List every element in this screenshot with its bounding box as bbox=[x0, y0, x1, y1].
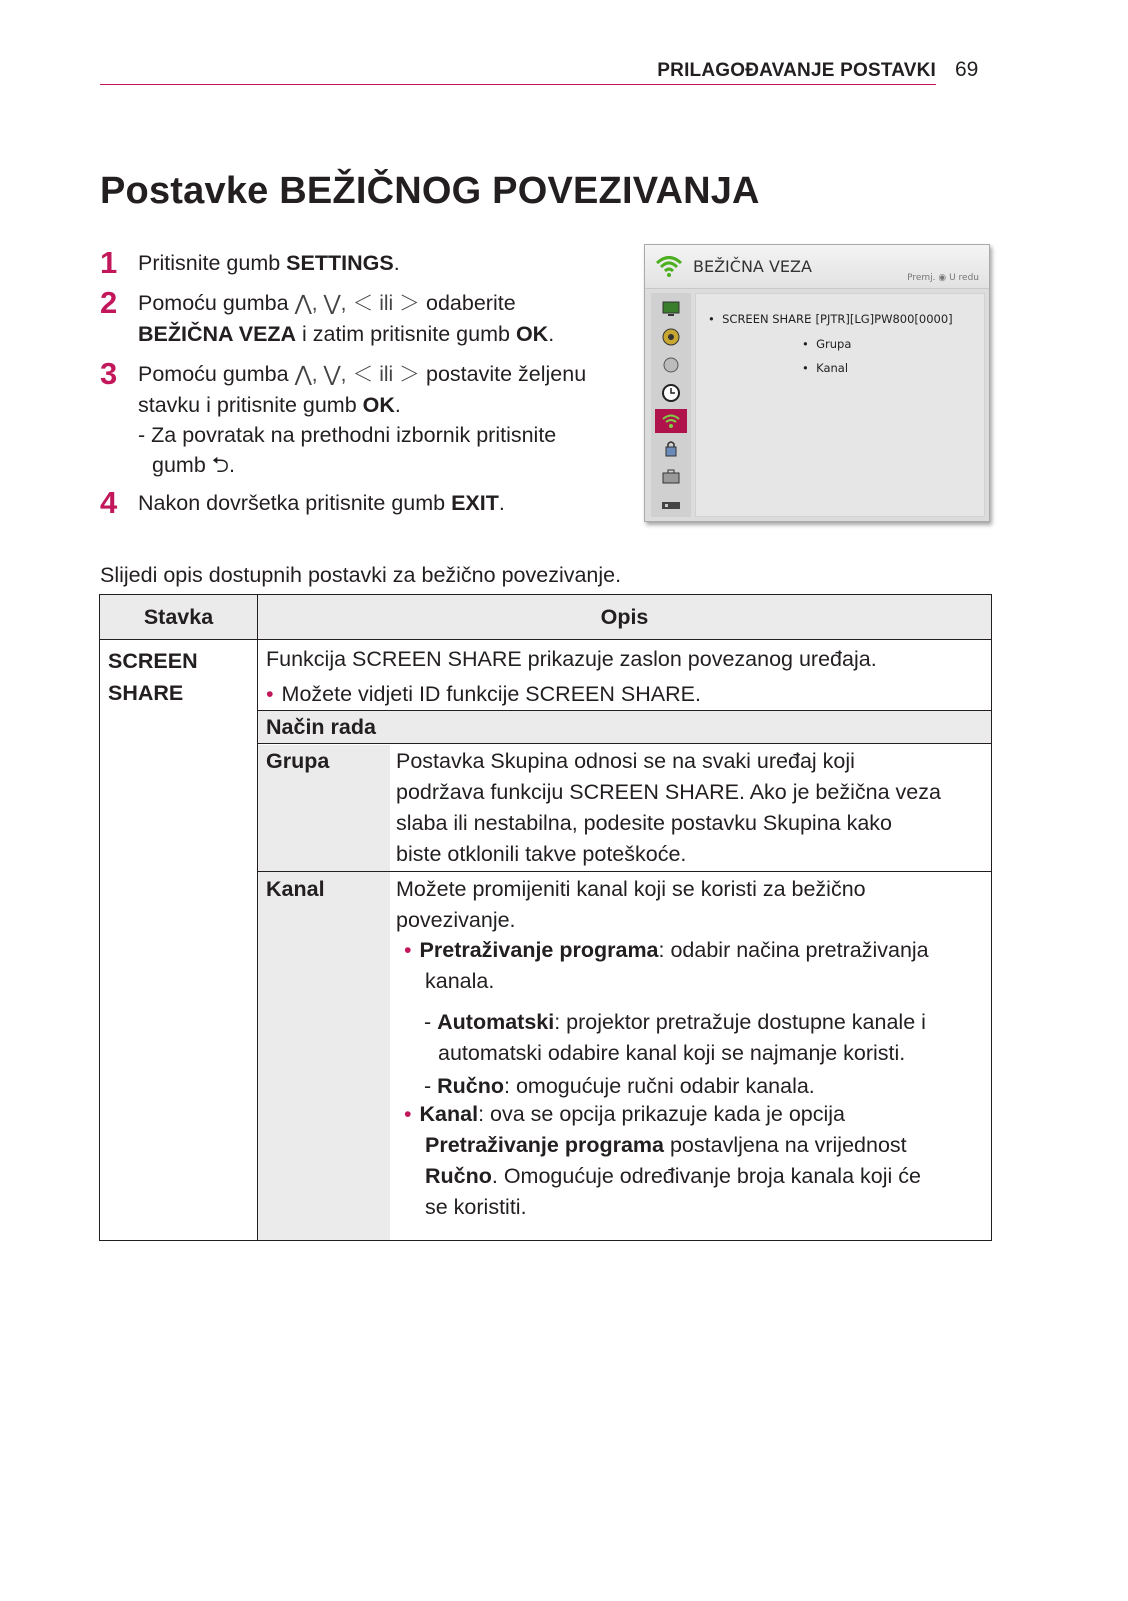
menu-item-screen-share[interactable]: • SCREEN SHARE bbox=[708, 312, 812, 326]
step-text: . bbox=[394, 393, 401, 417]
table-header bbox=[100, 595, 991, 640]
arrow-keys-icon: ⋀, ⋁, ＜ ili ＞ bbox=[294, 363, 421, 386]
option-text: : projektor pretražuje dostupne kanale i bbox=[554, 1010, 926, 1034]
kanal-bullet-channel: • Kanal: ova se opcija prikazuje kada je opcija Pretraživanje programa postavljena na vrijednost Ručno. Omogućuje određivanje broja kanala koji će se koristiti. bbox=[404, 1102, 921, 1219]
wifi-icon bbox=[655, 254, 683, 278]
search-auto-option: - Automatski: projektor pretražuje dostupne kanale i automatski odabire kanal koji se najmanje koristi. bbox=[424, 1010, 926, 1065]
lock-icon bbox=[655, 437, 687, 461]
search-manual-option: - Ručno: omogućuje ručni odabir kanala. bbox=[424, 1074, 815, 1098]
step-number: 4 bbox=[100, 485, 118, 520]
step-text: Nakon dovršetka pritisnite gumb bbox=[138, 491, 452, 515]
step-note: - Za povratak na prethodni izbornik pritisnite bbox=[138, 423, 557, 447]
menu-subitem-label: Grupa bbox=[816, 337, 852, 351]
steps-list bbox=[100, 245, 640, 520]
menu-sidebar bbox=[651, 293, 691, 517]
step-text: stavku i pritisnite gumb bbox=[138, 393, 363, 417]
text-line: slaba ili nestabilna, podesite postavku Skupina kako bbox=[396, 811, 893, 835]
grupa-label: Grupa bbox=[266, 749, 330, 773]
step-4 bbox=[100, 485, 640, 520]
option-text: : omogućuje ručni odabir kanala. bbox=[504, 1074, 815, 1098]
option-text: automatski odabire kanal koji se najmanje koristi. bbox=[438, 1041, 906, 1065]
time-icon bbox=[655, 381, 687, 405]
step-key: SETTINGS bbox=[286, 251, 394, 275]
intro-text: Slijedi opis dostupnih postavki za bežično povezivanje. bbox=[100, 563, 622, 587]
text-line: podržava funkciju SCREEN SHARE. Ako je bežična veza bbox=[396, 780, 941, 804]
menu-subitem-grupa[interactable]: • Grupa bbox=[802, 337, 852, 351]
bullet-term: Ručno bbox=[425, 1164, 492, 1188]
step-text: odaberite bbox=[420, 291, 516, 315]
option-icon bbox=[655, 465, 687, 489]
page-number: 69 bbox=[955, 58, 979, 81]
bullet-term: Kanal bbox=[419, 1102, 479, 1126]
bullet-text: : ova se opcija prikazuje kada je opcija bbox=[478, 1102, 846, 1126]
menu-title-bar bbox=[645, 245, 989, 289]
step-number: 2 bbox=[100, 285, 118, 320]
description-bullet: • Možete vidjeti ID funkcije SCREEN SHARE. bbox=[266, 682, 701, 706]
wireless-icon bbox=[655, 409, 687, 433]
menu-content bbox=[695, 293, 985, 517]
text-line: Možete promijeniti kanal koji se koristi za bežično bbox=[396, 877, 866, 901]
bullet-text: Možete vidjeti ID funkcije SCREEN SHARE. bbox=[281, 682, 701, 706]
bullet-term: Pretraživanje programa bbox=[425, 1133, 664, 1157]
step-text: Pomoću gumba bbox=[138, 362, 295, 386]
picture-icon bbox=[655, 297, 687, 321]
column-header-description: Opis bbox=[600, 605, 649, 629]
menu-hint: Premj. ◉ U redu bbox=[907, 273, 979, 283]
bullet-term: Pretraživanje programa bbox=[419, 938, 659, 962]
step-text: Pomoću gumba bbox=[138, 291, 295, 315]
sound-icon bbox=[655, 325, 687, 349]
settings-table bbox=[99, 594, 992, 1241]
step-text: . bbox=[498, 491, 505, 515]
step-1 bbox=[100, 245, 640, 280]
item-name-line: SCREEN bbox=[108, 649, 198, 673]
settings-icon bbox=[655, 353, 687, 377]
menu-subitem-kanal[interactable]: • Kanal bbox=[802, 361, 849, 375]
text-line: povezivanje. bbox=[396, 908, 516, 932]
bullet-text: postavljena na vrijednost bbox=[664, 1133, 907, 1157]
arrow-keys-icon: ⋀, ⋁, ＜ ili ＞ bbox=[294, 292, 421, 315]
item-name bbox=[108, 645, 198, 709]
step-key: OK bbox=[362, 393, 395, 417]
step-note: gumb ⮌. bbox=[152, 453, 235, 477]
text-line: Postavka Skupina odnosi se na svaki uređaj koji bbox=[396, 749, 855, 773]
description-main: Funkcija SCREEN SHARE prikazuje zaslon povezanog uređaja. bbox=[266, 647, 877, 671]
header-divider bbox=[100, 84, 936, 85]
step-2 bbox=[100, 285, 640, 349]
bullet-text: kanala. bbox=[425, 969, 495, 993]
item-name-line: SHARE bbox=[108, 681, 184, 705]
step-text: . bbox=[548, 322, 555, 346]
bullet-text: se koristiti. bbox=[425, 1195, 527, 1219]
menu-subitem-label: Kanal bbox=[816, 361, 849, 375]
menu-screenshot bbox=[644, 244, 990, 522]
text-line: biste otklonili takve poteškoće. bbox=[396, 842, 687, 866]
column-header-item: Stavka bbox=[143, 605, 214, 629]
step-3 bbox=[100, 356, 640, 480]
step-text: . bbox=[393, 251, 400, 275]
menu-item-value: : [PJTR][LG]PW800[0000] bbox=[808, 312, 953, 326]
mode-header: Način rada bbox=[266, 715, 376, 739]
section-title: PRILAGOĐAVANJE POSTAVKI bbox=[657, 60, 936, 81]
step-text: i zatim pritisnite gumb bbox=[296, 322, 516, 346]
step-number: 3 bbox=[100, 356, 118, 391]
step-key: EXIT bbox=[451, 491, 499, 515]
row-divider bbox=[258, 871, 991, 872]
option-term: Ručno bbox=[437, 1074, 505, 1098]
menu-item-label: SCREEN SHARE bbox=[722, 312, 812, 326]
grupa-description bbox=[396, 746, 941, 870]
step-text: postavite željenu bbox=[420, 362, 587, 386]
step-key: OK bbox=[515, 322, 549, 346]
option-term: Automatski bbox=[437, 1010, 555, 1034]
bullet-text: . Omogućuje određivanje broja kanala koji će bbox=[491, 1164, 921, 1188]
bullet-text: : odabir načina pretraživanja bbox=[658, 938, 929, 962]
step-number: 1 bbox=[100, 245, 118, 280]
menu-title: BEŽIČNA VEZA bbox=[693, 257, 812, 276]
page-title: Postavke BEŽIČNOG POVEZIVANJA bbox=[100, 170, 760, 212]
input-icon bbox=[655, 493, 687, 517]
kanal-description bbox=[396, 874, 866, 936]
mode-label-column bbox=[258, 745, 390, 1240]
step-key: BEŽIČNA VEZA bbox=[138, 322, 297, 346]
step-text: Pritisnite gumb bbox=[138, 251, 287, 275]
kanal-label: Kanal bbox=[266, 877, 325, 901]
column-divider bbox=[257, 595, 258, 1240]
kanal-bullet-search: • Pretraživanje programa: odabir načina pretraživanja kanala. bbox=[404, 938, 929, 993]
